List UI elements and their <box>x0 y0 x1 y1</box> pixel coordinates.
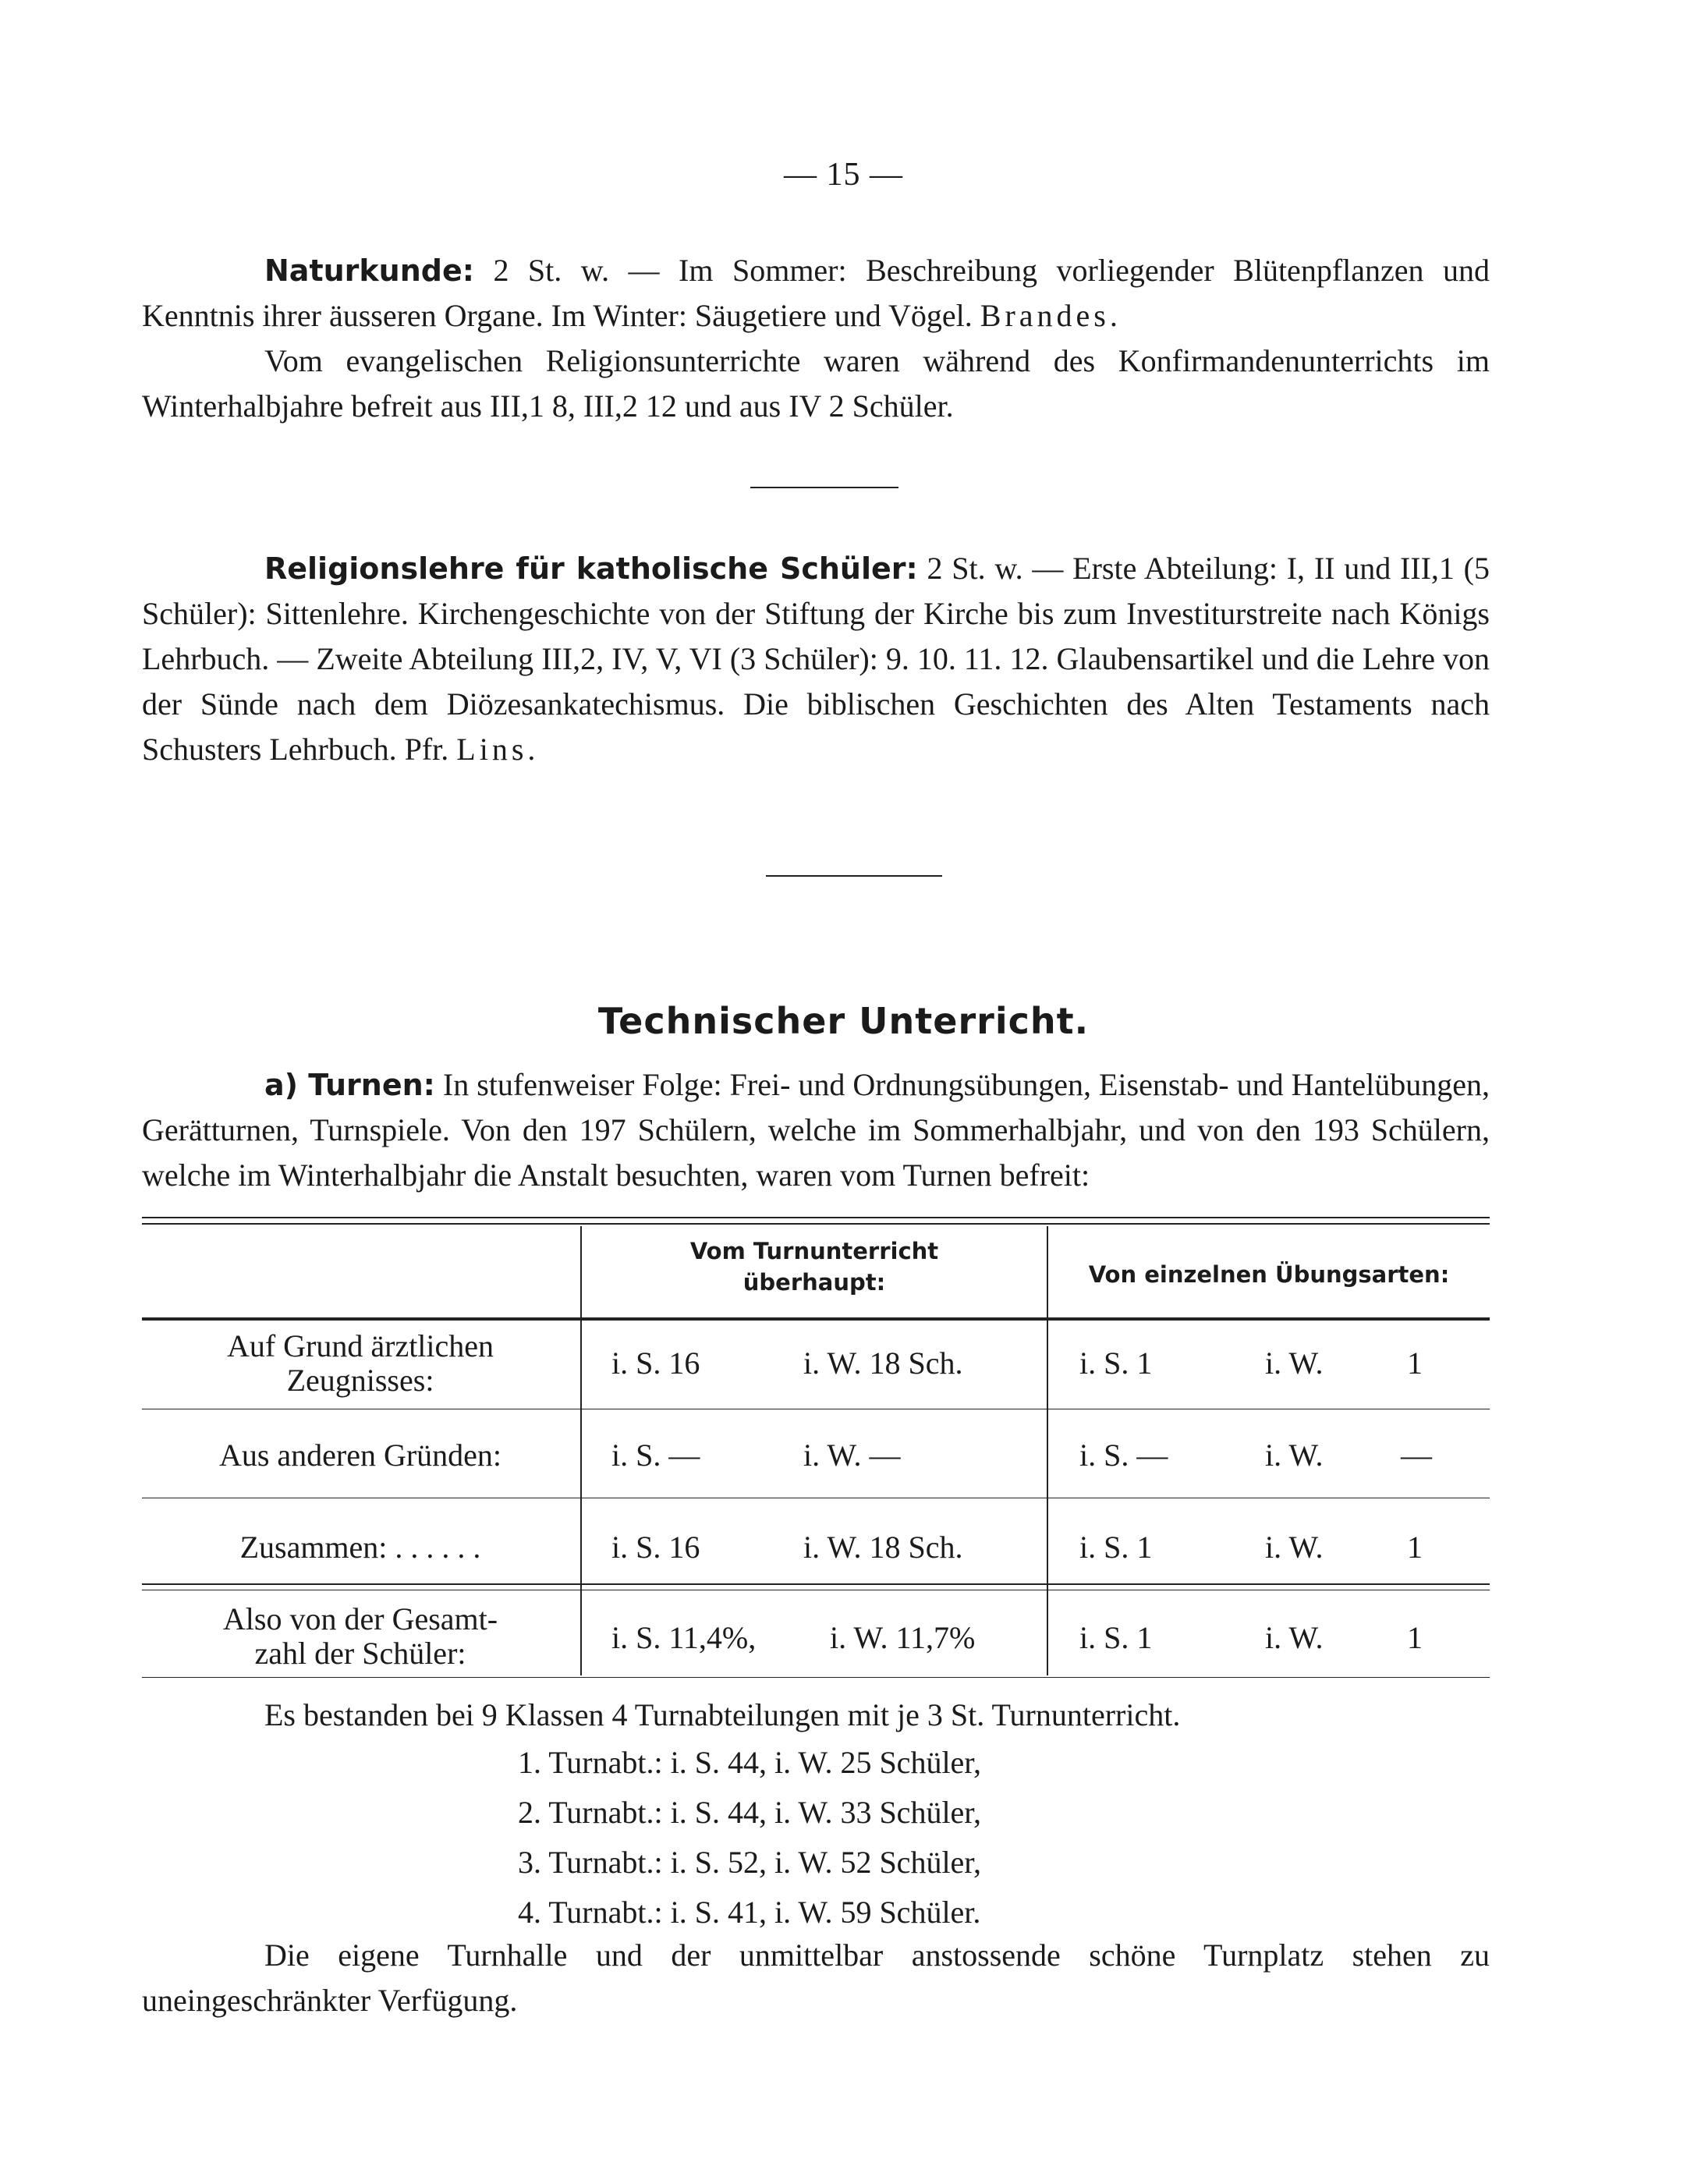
cell-winter-einzeln: i. W. <box>1265 1346 1324 1381</box>
turnen-title: a) Turnen: <box>264 1068 435 1102</box>
religion-teacher: Lins. <box>456 732 540 767</box>
cell-sommer: i. S. — <box>611 1438 700 1473</box>
header-turnunterricht-line1: Vom Turnunterricht <box>689 1238 939 1264</box>
cell-sommer: i. S. 16 <box>611 1346 700 1381</box>
cell-winter-einzeln: i. W. <box>1265 1530 1324 1565</box>
cell-sommer-einzeln: i. S. 1 <box>1079 1530 1153 1565</box>
bestanden-text: Es bestanden bei 9 Klassen 4 Turnabteilungen mit je 3 St. Turnunterricht. <box>264 1697 1181 1732</box>
header-turnunterricht-line2: überhaupt: <box>742 1269 886 1296</box>
religion-paragraph <box>142 546 1490 772</box>
header-turnunterricht <box>582 1236 1047 1298</box>
abteilungen-list <box>518 1738 981 1938</box>
cell-winter-einzeln: i. W. <box>1265 1438 1324 1473</box>
religion-title: Religionslehre für katholische Schüler: <box>264 551 918 586</box>
table-column-rule <box>1047 1226 1048 1675</box>
table-header-rule <box>142 1317 1490 1321</box>
naturkunde-teacher: Brandes. <box>980 298 1122 333</box>
cell-winter: i. W. — <box>803 1438 901 1473</box>
cell-sommer-einzeln: i. S. — <box>1079 1438 1168 1473</box>
table-row-rule <box>142 1583 1490 1585</box>
cell-winter-einzeln-value: — <box>1401 1438 1432 1473</box>
cell-winter-einzeln-value: 1 <box>1407 1530 1423 1565</box>
cell-sommer: i. S. 16 <box>611 1530 700 1565</box>
row-label <box>142 1530 579 1565</box>
row-label-line1: Also von der Gesamt- <box>222 1601 498 1636</box>
row-label-line2: zahl der Schüler: <box>254 1636 466 1671</box>
evangelisch-note: Vom evangelischen Religionsunterrichte waren während des Konfirmandenunterrichts im Winterhalbjahre befreit aus III,1 8, III,2 12 und aus IV 2 Schüler. <box>142 343 1490 424</box>
closing-paragraph: Die eigene Turnhalle und der unmittelbar anstossende schöne Turnplatz stehen zu uneingeschränkter Verfügung. <box>142 1938 1490 2018</box>
table-bottom-rule <box>142 1677 1490 1678</box>
row-label <box>142 1329 579 1398</box>
table-top-rule <box>142 1223 1490 1225</box>
cell-winter-einzeln-value: 1 <box>1407 1620 1423 1655</box>
cell-winter: i. W. 18 Sch. <box>803 1346 963 1381</box>
turnen-text: In stufenweiser Folge: Frei- und Ordnungsübungen, Eisenstab- und Hantelübungen, Gerätturnen, Turnspiele. Von den 197 Schülern, welche im Sommerhalbjahr, und von den 193 Schülern, welche im Winterhalbjahr die Anstalt besuchten, waren vom Turnen befreit: <box>142 1067 1490 1193</box>
row-label <box>142 1602 579 1671</box>
cell-sommer: i. S. 11,4%, <box>611 1620 757 1655</box>
turnen-paragraph <box>142 1062 1490 1198</box>
row-label-line1: Aus anderen Gründen: <box>218 1438 502 1473</box>
naturkunde-text: 2 St. w. — Im Sommer: Beschreibung vorliegender Blütenpflanzen und Kenntnis ihrer äusseren Organe. Im Winter: Säugetiere und Vögel. <box>142 253 1490 333</box>
naturkunde-paragraph <box>142 248 1490 339</box>
cell-sommer-einzeln: i. S. 1 <box>1079 1620 1153 1655</box>
cell-winter-einzeln-value: 1 <box>1407 1346 1423 1381</box>
row-label-line1: Auf Grund ärztlichen <box>226 1328 494 1363</box>
section-divider <box>766 875 942 877</box>
section-heading: Technischer Unterricht. <box>597 1000 1090 1042</box>
cell-winter: i. W. 18 Sch. <box>803 1530 963 1565</box>
table-top-rule <box>142 1217 1490 1218</box>
header-uebungsarten: Von einzelnen Übungsarten: <box>1088 1261 1450 1288</box>
naturkunde-title: Naturkunde: <box>264 254 474 288</box>
list-item: 2. Turnabt.: i. S. 44, i. W. 33 Schüler, <box>518 1795 982 1830</box>
row-label-line2: Zeugnisses: <box>286 1363 434 1398</box>
cell-winter: i. W. 11,7% <box>830 1620 976 1655</box>
religion-text: 2 St. w. — Erste Abteilung: I, II und III,1 (5 Schüler): Sittenlehre. Kirchengeschichte von der Stiftung der Kirche bis zum Investiturstreite nach Königs Lehrbuch. — Zweite Abteilung III,2, IV, V, VI (3 Schüler): 9. 10. 11. 12. Glaubensartikel und die Lehre von der Sünde nach dem Diözesankatechismus. Die biblischen Geschichten des Alten Testaments nach Schusters Lehrbuch. Pfr. <box>142 551 1490 767</box>
cell-winter-einzeln: i. W. <box>1265 1620 1324 1655</box>
cell-sommer-einzeln: i. S. 1 <box>1079 1346 1153 1381</box>
list-item: 3. Turnabt.: i. S. 52, i. W. 52 Schüler, <box>518 1845 982 1880</box>
row-label <box>142 1438 579 1473</box>
list-item: 1. Turnabt.: i. S. 44, i. W. 25 Schüler, <box>518 1745 982 1780</box>
row-label-line1: Zusammen: . . . . . . <box>239 1530 481 1565</box>
list-item: 4. Turnabt.: i. S. 41, i. W. 59 Schüler. <box>518 1895 981 1930</box>
section-divider <box>750 487 898 488</box>
page-number: — 15 — <box>784 157 903 193</box>
